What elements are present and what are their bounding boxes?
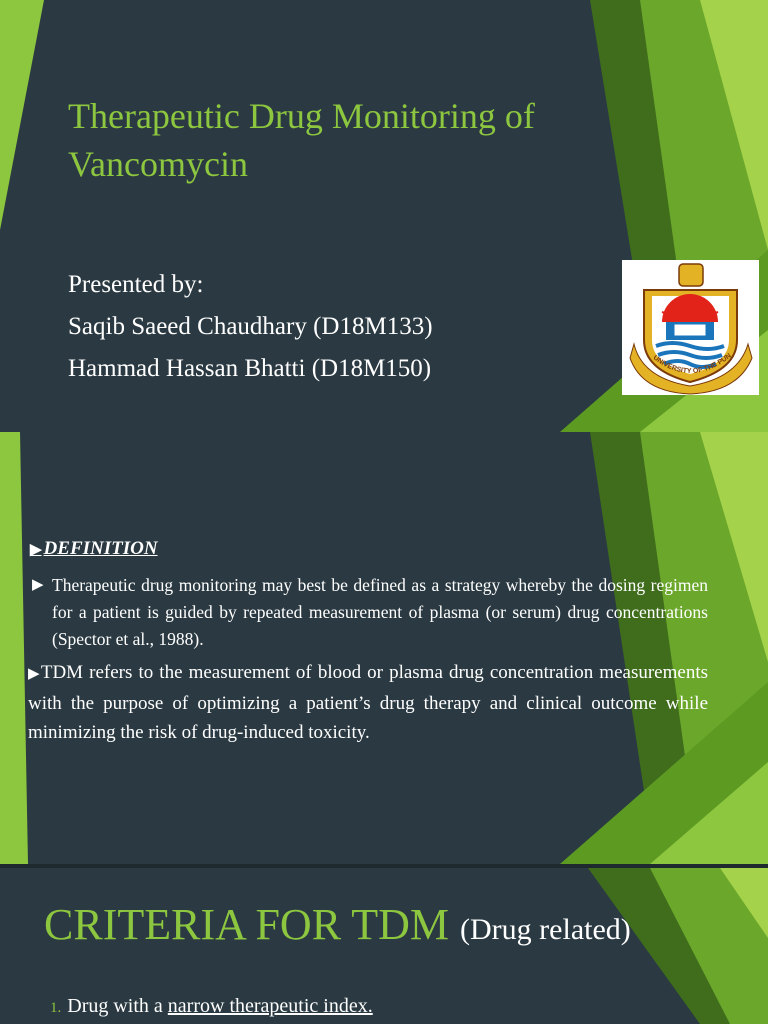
triangle-right-icon: ▶ xyxy=(28,666,41,682)
presenters-block xyxy=(68,264,433,390)
bullet-tdm-text: TDM refers to the measurement of blood or plasma drug concentration measurements with the purpose of optimizing a patient’s drug therapy and clinical outcome while minimizing the risk of drug-induced toxicity. xyxy=(28,662,708,743)
presenter-2: Hammad Hassan Bhatti (D18M150) xyxy=(68,355,432,382)
presented-by-label: Presented by: xyxy=(68,271,204,298)
criteria-item-prefix: Drug with a xyxy=(67,995,168,1017)
university-crest-icon xyxy=(622,260,759,395)
presenter-1: Saqib Saeed Chaudhary (D18M133) xyxy=(68,313,433,340)
list-number: 1. xyxy=(50,1000,62,1016)
criteria-item-1 xyxy=(50,995,373,1018)
definition-label: DEFINITION xyxy=(43,538,158,559)
definition-heading xyxy=(30,538,158,560)
bullet-definition-text: Therapeutic drug monitoring may best be defined as a strategy whereby the dosing regimen for a patient is guided by repeated measurement of plasma (or serum) drug concentrations (Spector et al., 1988). xyxy=(52,575,708,649)
bullet-tdm xyxy=(28,658,708,747)
slide-title xyxy=(0,0,768,432)
triangle-right-icon: ▶ xyxy=(32,577,44,593)
triangle-right-icon: ▶ xyxy=(30,542,42,558)
bullet-definition xyxy=(32,572,708,653)
criteria-title: CRITERIA FOR TDM (Drug related) xyxy=(44,900,631,949)
university-logo xyxy=(622,260,759,395)
criteria-item-underlined: narrow therapeutic index. xyxy=(167,995,373,1017)
svg-text:UNIVERSITY OF THE PUNJAB: UNIVERSITY OF THE PUN xyxy=(651,352,733,376)
presentation-title: Therapeutic Drug Monitoring of Vancomycin xyxy=(68,96,535,184)
criteria-subtitle: (Drug related) xyxy=(460,913,631,946)
